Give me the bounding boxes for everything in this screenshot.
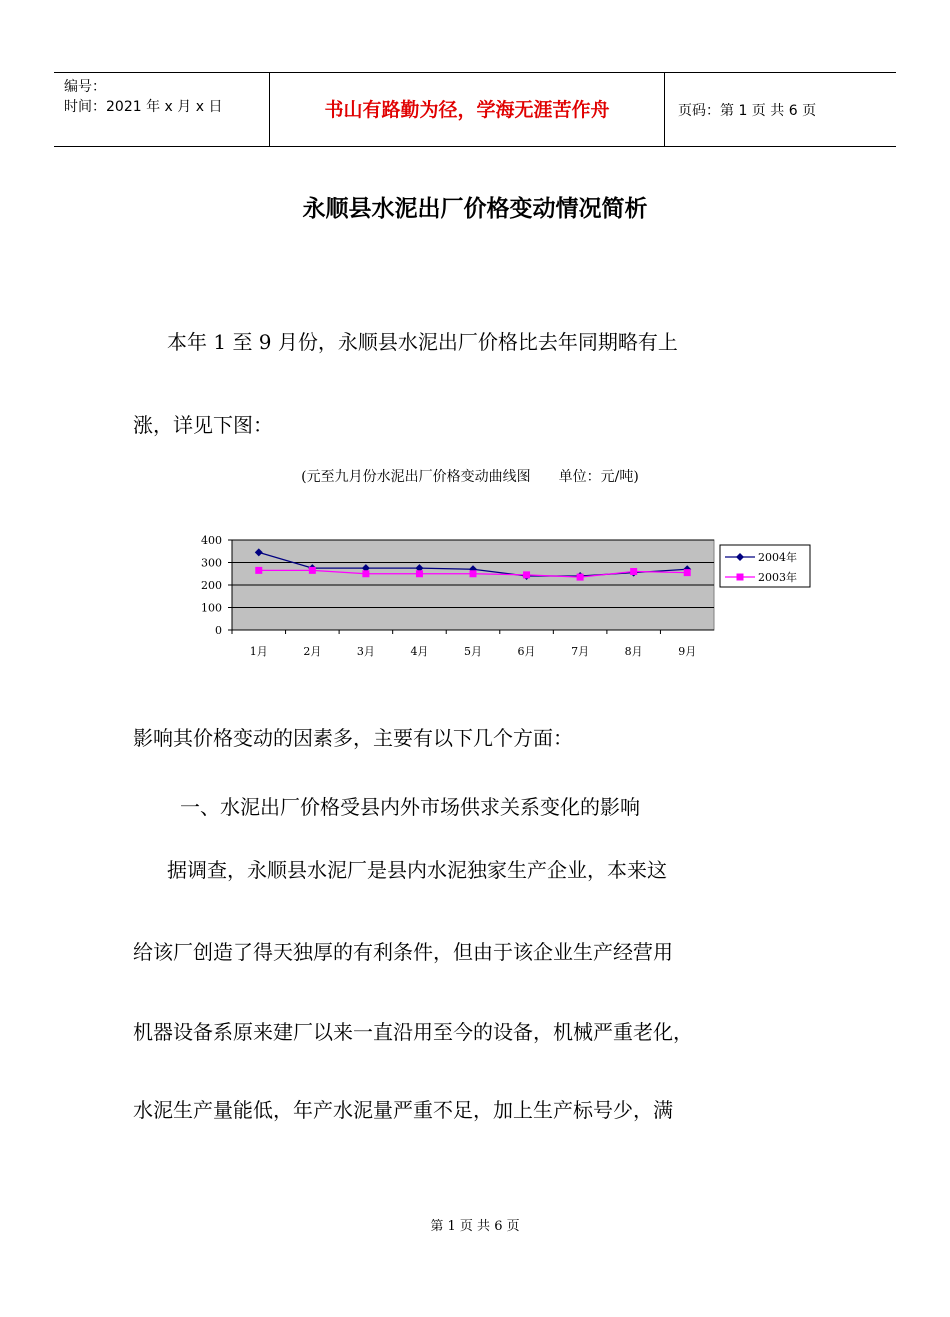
document-title: 永顺县水泥出厂价格变动情况简析 [302,196,648,222]
legend-marker [737,574,744,581]
x-tick-label: 5月 [464,645,482,658]
paragraph-body-line-4: 水泥生产量能低，年产水泥量严重不足，加上生产标号少，满 [133,1098,673,1122]
y-tick-label: 100 [201,601,222,615]
paragraph-intro-line-1: 本年 1 至 9 月份，永顺县水泥出厂价格比去年同期略有上 [167,330,678,354]
header-page-info: 页码：第 1 页 共 6 页 [678,103,817,119]
header-number-label: 编号： [64,79,106,95]
paragraph-intro-line-2: 涨，详见下图： [133,413,273,437]
paragraph-body-line-2: 给该厂创造了得天独厚的有利条件，但由于该企业生产经营用 [133,940,673,964]
data-point [684,569,691,576]
data-point [416,570,423,577]
x-tick-label: 4月 [410,645,429,658]
y-tick-label: 200 [201,579,222,592]
paragraph-body-line-1: 据调查，永顺县水泥厂是县内水泥独家生产企业，本来这 [167,858,667,882]
data-point [309,567,316,574]
data-point [577,574,584,581]
paragraph-body-line-3: 机器设备系原来建厂以来一直沿用至今的设备，机械严重老化， [133,1020,693,1044]
paragraph-factors: 影响其价格变动的因素多，主要有以下几个方面： [133,726,573,750]
legend-label: 2003年 [758,571,797,584]
data-point [362,570,369,577]
data-point [523,571,530,578]
page-footer: 第 1 页 共 6 页 [430,1219,520,1234]
chart-caption [0,466,940,486]
x-tick-label: 7月 [571,645,590,658]
x-tick-label: 1月 [249,645,268,658]
header-motto: 书山有路勤为径，学海无涯苦作舟 [324,99,610,121]
header-time-label: 时间：2021 年 x 月 x 日 [64,99,223,115]
header-meta [64,77,222,117]
y-tick-label: 300 [201,556,222,570]
x-tick-label: 2月 [303,645,322,658]
x-tick-label: 3月 [356,645,375,658]
data-point [470,570,477,577]
chart-caption-name: (元至九月份水泥出厂价格变动曲线图 [301,469,531,485]
page-header [54,72,896,147]
x-tick-label: 9月 [678,645,697,658]
x-tick-label: 8月 [624,645,643,658]
data-point [630,568,637,575]
chart-caption-unit: 单位：元/吨) [558,469,639,485]
y-tick-label: 0 [215,624,222,637]
x-tick-label: 6月 [517,645,536,658]
price-line-chart [190,525,820,665]
legend-label: 2004年 [758,551,797,564]
y-tick-label: 400 [201,534,222,547]
header-divider-right [664,73,665,146]
data-point [255,567,262,574]
section-heading-1: 一、水泥出厂价格受县内外市场供求关系变化的影响 [180,795,640,819]
